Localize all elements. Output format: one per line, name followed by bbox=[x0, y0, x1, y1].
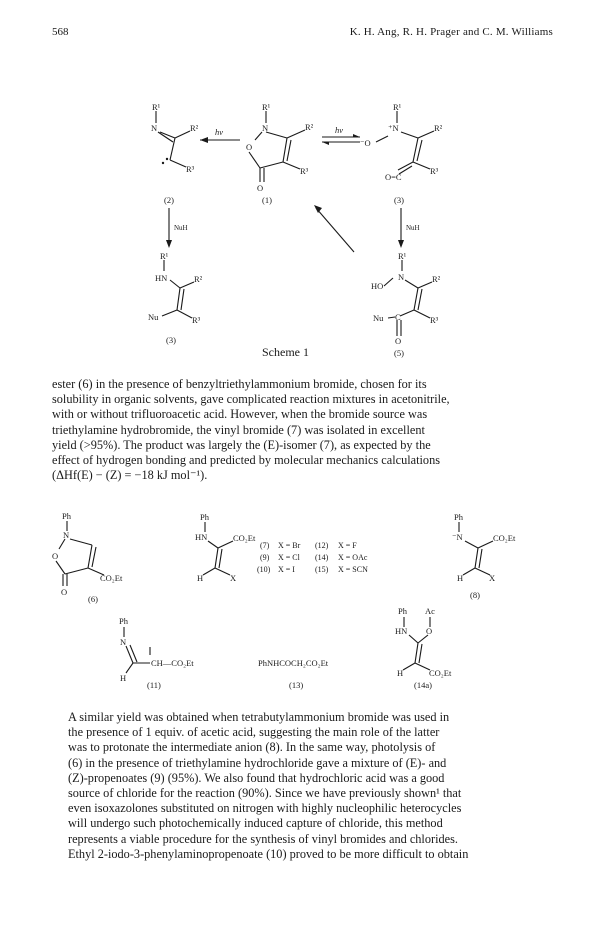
c7-h: H bbox=[197, 573, 204, 583]
c11-h: H bbox=[120, 673, 127, 683]
c8-x: X bbox=[489, 573, 496, 583]
paragraph-1-line: solubility in organic solvents, gave complicated reaction mixtures in acetonitrile, bbox=[52, 392, 450, 407]
paragraph-1-line: yield (>95%). The product was largely the (E)-isomer (7), as expected by the bbox=[52, 437, 431, 452]
c7-hn: HN bbox=[195, 532, 208, 542]
scheme-caption: Scheme 1 bbox=[262, 345, 309, 359]
xtable-label-9: (9) bbox=[260, 553, 270, 562]
c11-label: (11) bbox=[147, 680, 161, 690]
scheme-o-c5: O bbox=[395, 336, 402, 346]
scheme-1-figure bbox=[0, 90, 603, 375]
scheme-carbonyl-o-c1: O bbox=[257, 183, 264, 193]
paragraph-2-line: Ethyl 2-iodo-3-phenylaminopropenoate (10) proved to be more difficult to obtain bbox=[68, 846, 469, 861]
scheme-r3-c3b: R³ bbox=[192, 315, 201, 325]
c14a-ac: Ac bbox=[425, 606, 435, 616]
scheme-hn-c3b: HN bbox=[155, 273, 168, 283]
scheme-hv-left: hv bbox=[215, 127, 224, 137]
c8-label: (8) bbox=[470, 590, 480, 600]
paragraph-1 bbox=[52, 377, 552, 483]
xtable-x-scn: X = SCN bbox=[338, 565, 368, 574]
scheme-nu-c5: Nu bbox=[373, 313, 384, 323]
xtable-label-12: (12) bbox=[315, 541, 329, 550]
xtable-x-i: X = I bbox=[278, 565, 295, 574]
scheme-ho-c5: HO bbox=[371, 281, 384, 291]
xtable-x-cl: X = Cl bbox=[278, 553, 300, 562]
paragraph-2-line: A similar yield was obtained when tetrabutylammonium bromide was used in bbox=[68, 710, 450, 724]
xtable-x-f: X = F bbox=[338, 541, 357, 550]
c14a-o: O bbox=[426, 626, 433, 636]
running-head: K. H. Ang, R. H. Prager and C. M. Williams bbox=[349, 26, 553, 38]
c14a-co2et: CO₂Et bbox=[429, 668, 452, 678]
c6-co2et: CO₂Et bbox=[100, 573, 123, 583]
c6-ring-o: O bbox=[52, 551, 59, 561]
c8-co2et: CO₂Et bbox=[493, 533, 516, 543]
xtable-label-15: (15) bbox=[315, 565, 329, 574]
scheme-r2-c2: R² bbox=[190, 123, 199, 133]
scheme-nuh-left: NuH bbox=[174, 224, 188, 232]
c11-ch-co2et: CH—CO₂Et bbox=[151, 658, 194, 668]
xtable-label-7: (7) bbox=[260, 541, 270, 550]
scheme-label-c1: (1) bbox=[262, 195, 272, 205]
c6-n: N bbox=[63, 530, 70, 540]
c6-ph: Ph bbox=[62, 511, 71, 521]
scheme-r3-c1: R³ bbox=[300, 166, 309, 176]
paragraph-2-line: (Z)-propenoates (9) (95%). We also found that hydrochloric acid was a good bbox=[68, 770, 445, 785]
c8-ph: Ph bbox=[454, 512, 463, 522]
xtable-x-oac: X = OAc bbox=[338, 553, 368, 562]
paragraph-2-line: even isoxazolones substituted on nitrogen with highly nucleophilic heterocycles bbox=[68, 801, 462, 816]
paragraph-1-line: triethylamine hydrobromide, the vinyl bromide (7) was isolated in excellent bbox=[52, 422, 425, 437]
scheme-r2-c3b: R² bbox=[194, 274, 203, 284]
c8-n-minus: ⁻N bbox=[452, 532, 463, 542]
c13-formula: PhNHCOCH₂CO₂Et bbox=[258, 658, 329, 668]
scheme-n-c5: N bbox=[398, 272, 405, 282]
paragraph-2-line: the presence of 1 equiv. of acetic acid, suggesting the main role of the latter bbox=[68, 725, 440, 740]
scheme-n-c2: N bbox=[151, 123, 158, 133]
scheme-r1-c3b: R¹ bbox=[160, 251, 169, 261]
scheme-r3-c3a: R³ bbox=[430, 166, 439, 176]
scheme-nu-c3b: Nu bbox=[148, 312, 159, 322]
scheme-ketene-c3a: O=C bbox=[385, 172, 402, 182]
scheme-r2-c5: R² bbox=[432, 274, 441, 284]
paragraph-2-line: represents a viable procedure for the synthesis of vinyl bromides and chlorides. bbox=[68, 831, 458, 846]
scheme-nuh-right: NuH bbox=[406, 224, 420, 232]
page-number: 568 bbox=[52, 26, 69, 38]
xtable-label-10: (10) bbox=[257, 565, 271, 574]
scheme-label-c3a: (3) bbox=[394, 195, 404, 205]
c7-x: X bbox=[230, 573, 237, 583]
c8-h: H bbox=[457, 573, 464, 583]
xtable-x-br: X = Br bbox=[278, 541, 301, 550]
compounds-figure bbox=[0, 505, 603, 695]
c14a-hn: HN bbox=[395, 626, 408, 636]
scheme-r3-c2: R³ bbox=[186, 164, 195, 174]
scheme-hv-right: hv bbox=[335, 125, 344, 135]
c7-co2et: CO₂Et bbox=[233, 533, 256, 543]
paragraph-2-line: (6) in the presence of triethylamine hydrochloride gave a mixture of (E)- and bbox=[68, 755, 447, 770]
scheme-r1-c2: R¹ bbox=[152, 102, 161, 112]
scheme-n-c1: N bbox=[262, 123, 269, 133]
paragraph-2-line: will undergo such photochemically induced capture of chloride, this method bbox=[68, 816, 443, 831]
scheme-o-minus-c3a: ⁻O bbox=[360, 138, 371, 148]
paragraph-2-line: was to protonate the intermediate anion (8). In the same way, photolysis of bbox=[68, 740, 436, 755]
scheme-c-c5: C bbox=[395, 312, 401, 322]
paragraph-1-line: ester (6) in the presence of benzyltriethylammonium bromide, chosen for its bbox=[52, 377, 427, 391]
c13-label: (13) bbox=[289, 680, 304, 690]
scheme-o-c1: O bbox=[246, 142, 253, 152]
scheme-r2-c3a: R² bbox=[434, 123, 443, 133]
xtable-label-14: (14) bbox=[315, 553, 329, 562]
scheme-r3-c5: R³ bbox=[430, 315, 439, 325]
scheme-label-c5: (5) bbox=[394, 348, 404, 358]
c6-carbonyl-o: O bbox=[61, 587, 68, 597]
scheme-n-c3a: ⁺N bbox=[388, 123, 399, 133]
c6-label: (6) bbox=[88, 594, 98, 604]
c11-n: N bbox=[120, 637, 127, 647]
paragraph-1-line: effect of hydrogen bonding and predicted by molecular mechanics calculations bbox=[52, 453, 441, 468]
scheme-label-c2: (2) bbox=[164, 195, 174, 205]
scheme-r2-c1: R² bbox=[305, 122, 314, 132]
paragraph-1-line: with or without trifluoroacetic acid. However, when the bromide source was bbox=[52, 407, 428, 422]
c14a-ph: Ph bbox=[398, 606, 407, 616]
paragraph-2 bbox=[52, 710, 552, 862]
paragraph-1-line: (ΔHf(E) − (Z) = −18 kJ mol⁻¹). bbox=[52, 468, 208, 483]
c14a-label: (14a) bbox=[414, 680, 432, 690]
scheme-r1-c5: R¹ bbox=[398, 251, 407, 261]
scheme-r1-c1: R¹ bbox=[262, 102, 271, 112]
scheme-label-c3b: (3) bbox=[166, 335, 176, 345]
c11-ph: Ph bbox=[119, 616, 128, 626]
c14a-h: H bbox=[397, 668, 404, 678]
c7-ph: Ph bbox=[200, 512, 209, 522]
scheme-r1-c3a: R¹ bbox=[393, 102, 402, 112]
paragraph-2-line: source of chloride for the reaction (90%). Since we have previously shown¹ that bbox=[68, 786, 462, 801]
